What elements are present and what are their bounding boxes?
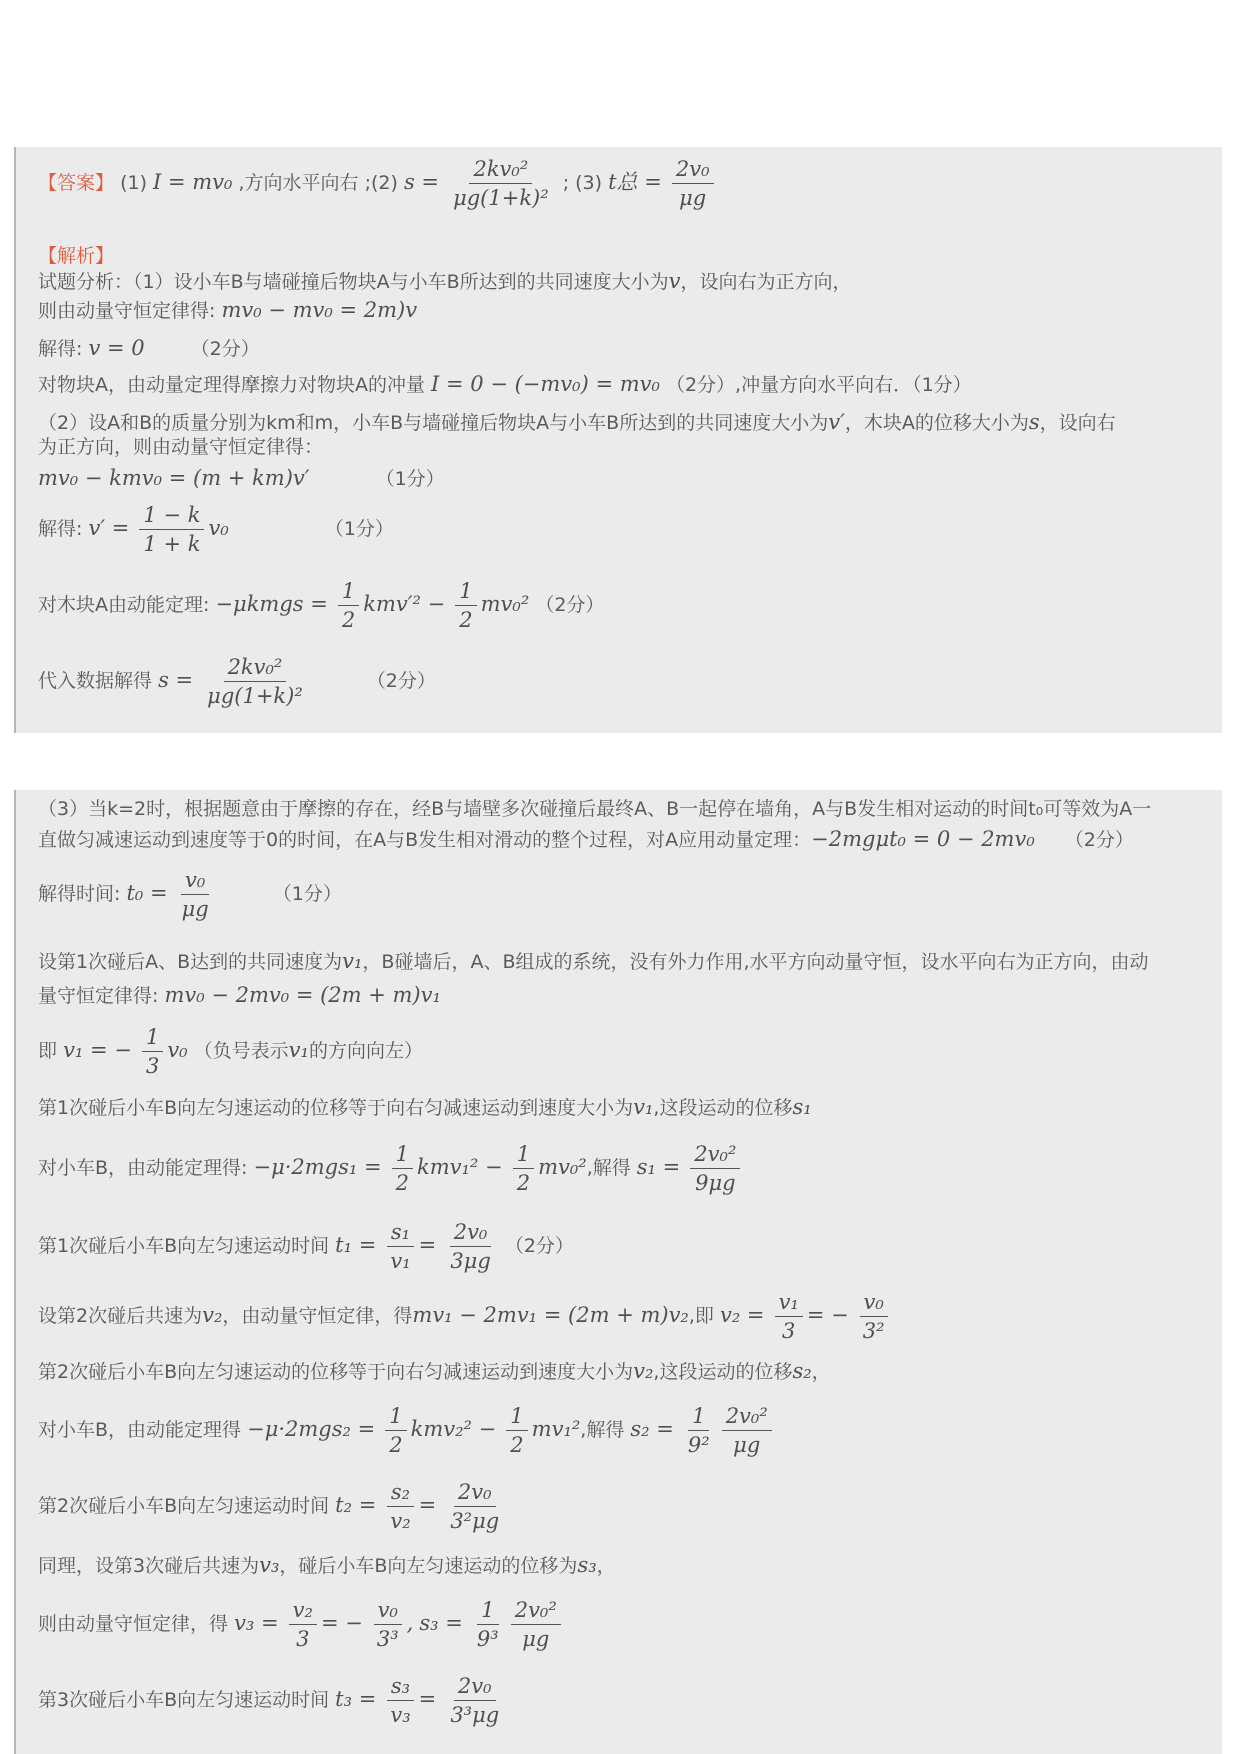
numerator: 2v₀² xyxy=(722,1404,772,1431)
numerator: 1 xyxy=(385,1404,406,1431)
numerator: s₂ xyxy=(387,1480,414,1507)
denominator: 2 xyxy=(459,608,473,632)
denominator: v₂ xyxy=(390,1509,411,1533)
analysis-tag: 【解析】 xyxy=(38,245,115,267)
line-3 xyxy=(38,868,1214,921)
points: （2分） xyxy=(504,1235,574,1257)
var: v′ xyxy=(828,410,845,434)
var: v₁ xyxy=(288,1038,309,1062)
numerator: 1 xyxy=(142,1025,163,1052)
points: （2分） xyxy=(535,594,605,616)
text: 试题分析：（1）设小车B与墙碰撞后物块A与小车B所达到的共同速度大小为 xyxy=(38,271,669,293)
formula: v = 0 xyxy=(88,336,145,360)
analysis-line-1 xyxy=(38,268,1214,295)
var: v₂ xyxy=(633,1359,654,1383)
part2-numerator: 2kv₀² xyxy=(469,157,532,184)
denominator: 2 xyxy=(395,1171,410,1195)
part1-text: ,方向水平向右 ;(2) xyxy=(238,172,398,194)
denominator: μg xyxy=(733,1433,761,1457)
denominator: 2 xyxy=(341,608,356,632)
fraction xyxy=(446,1674,503,1727)
text: 代入数据解得 xyxy=(38,670,153,692)
fraction xyxy=(722,1404,772,1457)
points: （2分） xyxy=(1064,829,1134,851)
fraction xyxy=(506,1404,527,1457)
text: 第1次碰后小车B向左匀速运动的位移等于向右匀减速运动到速度大小为 xyxy=(38,1097,634,1119)
line-10 xyxy=(38,1290,1214,1343)
denominator: 2 xyxy=(510,1433,524,1457)
fraction xyxy=(289,1598,317,1651)
denominator: 3³μg xyxy=(450,1703,500,1727)
fraction xyxy=(446,1220,494,1273)
var: v₂ xyxy=(202,1303,223,1327)
var: s₃ xyxy=(577,1553,597,1577)
numerator: 1 xyxy=(513,1142,534,1169)
analysis-line-8 xyxy=(38,503,1214,556)
part2-lhs: s = xyxy=(403,170,440,194)
denominator: 3 xyxy=(296,1627,310,1651)
formula: kmv′² − xyxy=(363,592,446,616)
lhs: t₃ = xyxy=(335,1687,377,1711)
numerator: 2v₀ xyxy=(450,1220,492,1247)
analysis-line-5 xyxy=(38,409,1214,436)
analysis-line-7 xyxy=(38,465,1214,492)
denominator: 2 xyxy=(516,1171,531,1195)
text: 对木块A由动能定理: xyxy=(38,594,210,616)
text: ，木块A的位移大小为 xyxy=(844,412,1029,434)
lhs: v₂ = xyxy=(719,1303,765,1327)
text: 第2次碰后小车B向左匀速运动时间 xyxy=(38,1495,330,1517)
fraction xyxy=(513,1142,534,1195)
fraction xyxy=(392,1142,413,1195)
points: （1分） xyxy=(272,883,342,905)
var-v: v xyxy=(668,269,681,293)
denominator: 3 xyxy=(145,1054,160,1078)
denominator: μg xyxy=(181,897,209,921)
fraction xyxy=(386,1674,414,1727)
numerator: 1 − k xyxy=(139,503,204,530)
formula: mv₁ − 2mv₁ = (2m + m)v₂ xyxy=(412,1303,689,1327)
fraction xyxy=(178,868,213,921)
answer-line xyxy=(38,157,1214,210)
text: 对物块A，由动量定理得摩擦力对物块A的冲量 xyxy=(38,374,425,396)
lhs: s = xyxy=(158,668,194,692)
part2-denominator: μg(1+k)² xyxy=(453,186,549,210)
numerator: v₁ xyxy=(775,1290,803,1317)
line-15 xyxy=(38,1598,1214,1651)
line-13 xyxy=(38,1480,1214,1533)
text: ,解得 xyxy=(586,1157,631,1179)
line-6 xyxy=(38,1025,1214,1078)
var: v₁ xyxy=(633,1095,654,1119)
formula: kmv₁² − xyxy=(417,1155,503,1179)
equals: = − xyxy=(806,1303,849,1327)
text: ，碰后小车B向左匀速运动的位移为 xyxy=(279,1555,578,1577)
fraction xyxy=(859,1290,889,1343)
line-5 xyxy=(38,982,1214,1009)
part3-lhs: t总 = xyxy=(608,170,662,194)
equals: = xyxy=(418,1687,437,1711)
part1-label: (1) xyxy=(120,172,147,194)
fraction xyxy=(455,579,476,632)
lhs: −μ·2mgs₁ = xyxy=(253,1155,382,1179)
line-12 xyxy=(38,1404,1214,1457)
answer-tag: 【答案】 xyxy=(38,172,115,194)
analysis-line-10 xyxy=(38,655,1214,708)
text: 则由动量守恒定律，得 xyxy=(38,1613,229,1635)
numerator: v₂ xyxy=(289,1598,317,1625)
denominator: 3²μg xyxy=(450,1509,500,1533)
lhs: s₁ = xyxy=(636,1155,681,1179)
points: （2分）,冲量方向水平向右．（1分） xyxy=(665,374,972,396)
line-14 xyxy=(38,1552,1214,1579)
text: 同理，设第3次碰后共速为 xyxy=(38,1555,260,1577)
denominator: 9μg xyxy=(695,1171,736,1195)
text: 直做匀减速运动到速度等于0的时间，在A与B发生相对滑动的整个过程，对A应用动量定理： xyxy=(38,829,812,851)
fraction xyxy=(139,503,204,556)
fraction xyxy=(386,1220,414,1273)
line-4 xyxy=(38,948,1214,975)
numerator: 1 xyxy=(392,1142,413,1169)
fraction xyxy=(690,1142,740,1195)
var: v₁ xyxy=(342,949,363,973)
analysis-line-6: 为正方向，则由动量守恒定律得： xyxy=(38,436,324,458)
equals: = − xyxy=(320,1611,363,1635)
denominator: v₃ xyxy=(390,1703,411,1727)
text: 设第1次碰后A、B达到的共同速度为 xyxy=(38,951,343,973)
equals: = xyxy=(418,1493,437,1517)
fraction xyxy=(142,1025,163,1078)
line-1: （3）当k=2时，根据题意由于摩擦的存在，经B与墙壁多次碰撞后最终A、B一起停在墙角，A与B发生相对运动的时间t₀可等效为A一 xyxy=(38,798,1152,820)
text: 则由动量守恒定律得: xyxy=(38,300,216,322)
numerator: s₃ xyxy=(387,1674,414,1701)
line-2 xyxy=(38,826,1214,853)
denominator: 9² xyxy=(687,1433,710,1457)
text: 即 xyxy=(38,1040,58,1062)
var: s xyxy=(1028,410,1040,434)
formula: v₀ xyxy=(167,1038,188,1062)
lhs: v′ = xyxy=(88,516,130,540)
denominator: v₁ xyxy=(390,1249,411,1273)
analysis-line-4 xyxy=(38,371,1214,398)
denominator: μg xyxy=(522,1627,550,1651)
text: 的方向向左） xyxy=(308,1040,423,1062)
analysis-line-3 xyxy=(38,335,1214,362)
analysis-line-9 xyxy=(38,579,1214,632)
numerator: 1 xyxy=(455,579,476,606)
text: ，由动量守恒定律，得 xyxy=(222,1305,413,1327)
text: （2）设A和B的质量分别为km和m，小车B与墙碰撞后物块A与小车B所达到的共同速度大小为 xyxy=(38,412,829,434)
lhs: t₂ = xyxy=(335,1493,377,1517)
analysis-line-2 xyxy=(38,297,1214,324)
numerator: v₀ xyxy=(181,868,209,895)
numerator: 1 xyxy=(688,1404,709,1431)
text: 第1次碰后小车B向左匀速运动时间 xyxy=(38,1235,330,1257)
text: 第3次碰后小车B向左匀速运动时间 xyxy=(38,1689,330,1711)
formula: mv₁² xyxy=(531,1417,581,1441)
formula: mv₀ − kmv₀ = (m + km)v′ xyxy=(38,466,310,490)
part1-formula: I = mv₀ xyxy=(153,170,233,194)
numerator: 1 xyxy=(506,1404,527,1431)
text: 对小车B，由动能定理得: xyxy=(38,1157,248,1179)
numerator: 2v₀ xyxy=(454,1674,496,1701)
points: （2分） xyxy=(366,670,436,692)
lhs: t₀ = xyxy=(126,881,168,905)
formula: mv₀ − 2mv₀ = (2m + m)v₁ xyxy=(164,983,441,1007)
formula: mv₀ − mv₀ = 2m)v xyxy=(221,298,418,322)
var: s₂ xyxy=(792,1359,812,1383)
fraction xyxy=(473,1598,503,1651)
text: ，设向右为正方向， xyxy=(680,271,852,293)
text: ，B碰墙后，A、B组成的系统，没有外力作用,水平方向动量守恒，设水平向右为正方向，由动 xyxy=(362,951,1149,973)
text: ,这段运动的位移 xyxy=(653,1361,793,1383)
numerator: 2kv₀² xyxy=(224,655,287,682)
text: ， xyxy=(596,1555,616,1577)
line-9 xyxy=(38,1220,1214,1273)
var: v₃ xyxy=(259,1553,280,1577)
formula: mv₀² xyxy=(538,1155,587,1179)
denominator: 2 xyxy=(389,1433,403,1457)
numerator: 2v₀² xyxy=(690,1142,740,1169)
fraction xyxy=(203,655,307,708)
denominator: 1 + k xyxy=(143,532,201,556)
part3-denominator: μg xyxy=(679,186,707,210)
text: 解得时间: xyxy=(38,883,121,905)
fraction xyxy=(511,1598,561,1651)
points: （1分） xyxy=(375,468,445,490)
fraction xyxy=(385,1404,406,1457)
text: （负号表示 xyxy=(193,1040,289,1062)
numerator: 1 xyxy=(338,579,359,606)
lhs: s₂ = xyxy=(630,1417,674,1441)
part3-numerator: 2v₀ xyxy=(672,157,714,184)
numerator: 2v₀² xyxy=(511,1598,561,1625)
formula: mv₀² xyxy=(480,592,530,616)
part2-fraction xyxy=(449,157,553,210)
text: 量守恒定律得: xyxy=(38,985,159,1007)
formula: v₀ xyxy=(208,516,229,540)
lhs: v₁ = − xyxy=(63,1038,132,1062)
numerator: v₀ xyxy=(860,1290,888,1317)
lhs: −μ·2mgs₂ = xyxy=(247,1417,376,1441)
line-8 xyxy=(38,1142,1214,1195)
denominator: 3 xyxy=(782,1319,796,1343)
text: 设第2次碰后共速为 xyxy=(38,1305,203,1327)
text: ，设向右 xyxy=(1039,412,1116,434)
lhs: v₃ = xyxy=(234,1611,279,1635)
denominator: μg(1+k)² xyxy=(207,684,303,708)
points: （2分） xyxy=(190,338,260,360)
line-16 xyxy=(38,1674,1214,1727)
formula: −2mgμt₀ = 0 − 2mv₀ xyxy=(811,827,1035,851)
fraction xyxy=(386,1480,414,1533)
denominator: 3³ xyxy=(376,1627,399,1651)
text: 第2次碰后小车B向左匀速运动的位移等于向右匀减速运动到速度大小为 xyxy=(38,1361,634,1383)
answer-panel xyxy=(14,147,1222,733)
denominator: 3² xyxy=(862,1319,885,1343)
text: ,解得 xyxy=(580,1419,625,1441)
separator: , xyxy=(406,1611,414,1635)
fraction xyxy=(684,1404,714,1457)
fraction xyxy=(373,1598,403,1651)
part3-label: ; (3) xyxy=(562,172,603,194)
lhs: s₃ = xyxy=(419,1611,463,1635)
text: ， xyxy=(811,1361,831,1383)
numerator: 2v₀ xyxy=(454,1480,496,1507)
text: 解得: xyxy=(38,518,83,540)
text: 对小车B，由动能定理得 xyxy=(38,1419,242,1441)
line-11 xyxy=(38,1358,1214,1385)
var: s₁ xyxy=(792,1095,812,1119)
denominator: 3μg xyxy=(450,1249,491,1273)
points: （1分） xyxy=(324,518,394,540)
fraction xyxy=(775,1290,803,1343)
text: 解得: xyxy=(38,338,83,360)
part3-fraction xyxy=(672,157,714,210)
equals: = xyxy=(418,1233,437,1257)
lhs: −μkmgs = xyxy=(215,592,328,616)
text: ,这段运动的位移 xyxy=(653,1097,793,1119)
denominator: 9³ xyxy=(476,1627,499,1651)
numerator: 1 xyxy=(477,1598,498,1625)
formula: kmv₂² − xyxy=(410,1417,497,1441)
formula: I = 0 − (−mv₀) = mv₀ xyxy=(431,372,660,396)
fraction xyxy=(446,1480,503,1533)
lhs: t₁ = xyxy=(335,1233,377,1257)
continuation-panel xyxy=(14,790,1222,1754)
line-7 xyxy=(38,1094,1214,1121)
fraction xyxy=(338,579,359,632)
text: ,即 xyxy=(688,1305,714,1327)
numerator: s₁ xyxy=(387,1220,414,1247)
numerator: v₀ xyxy=(374,1598,402,1625)
